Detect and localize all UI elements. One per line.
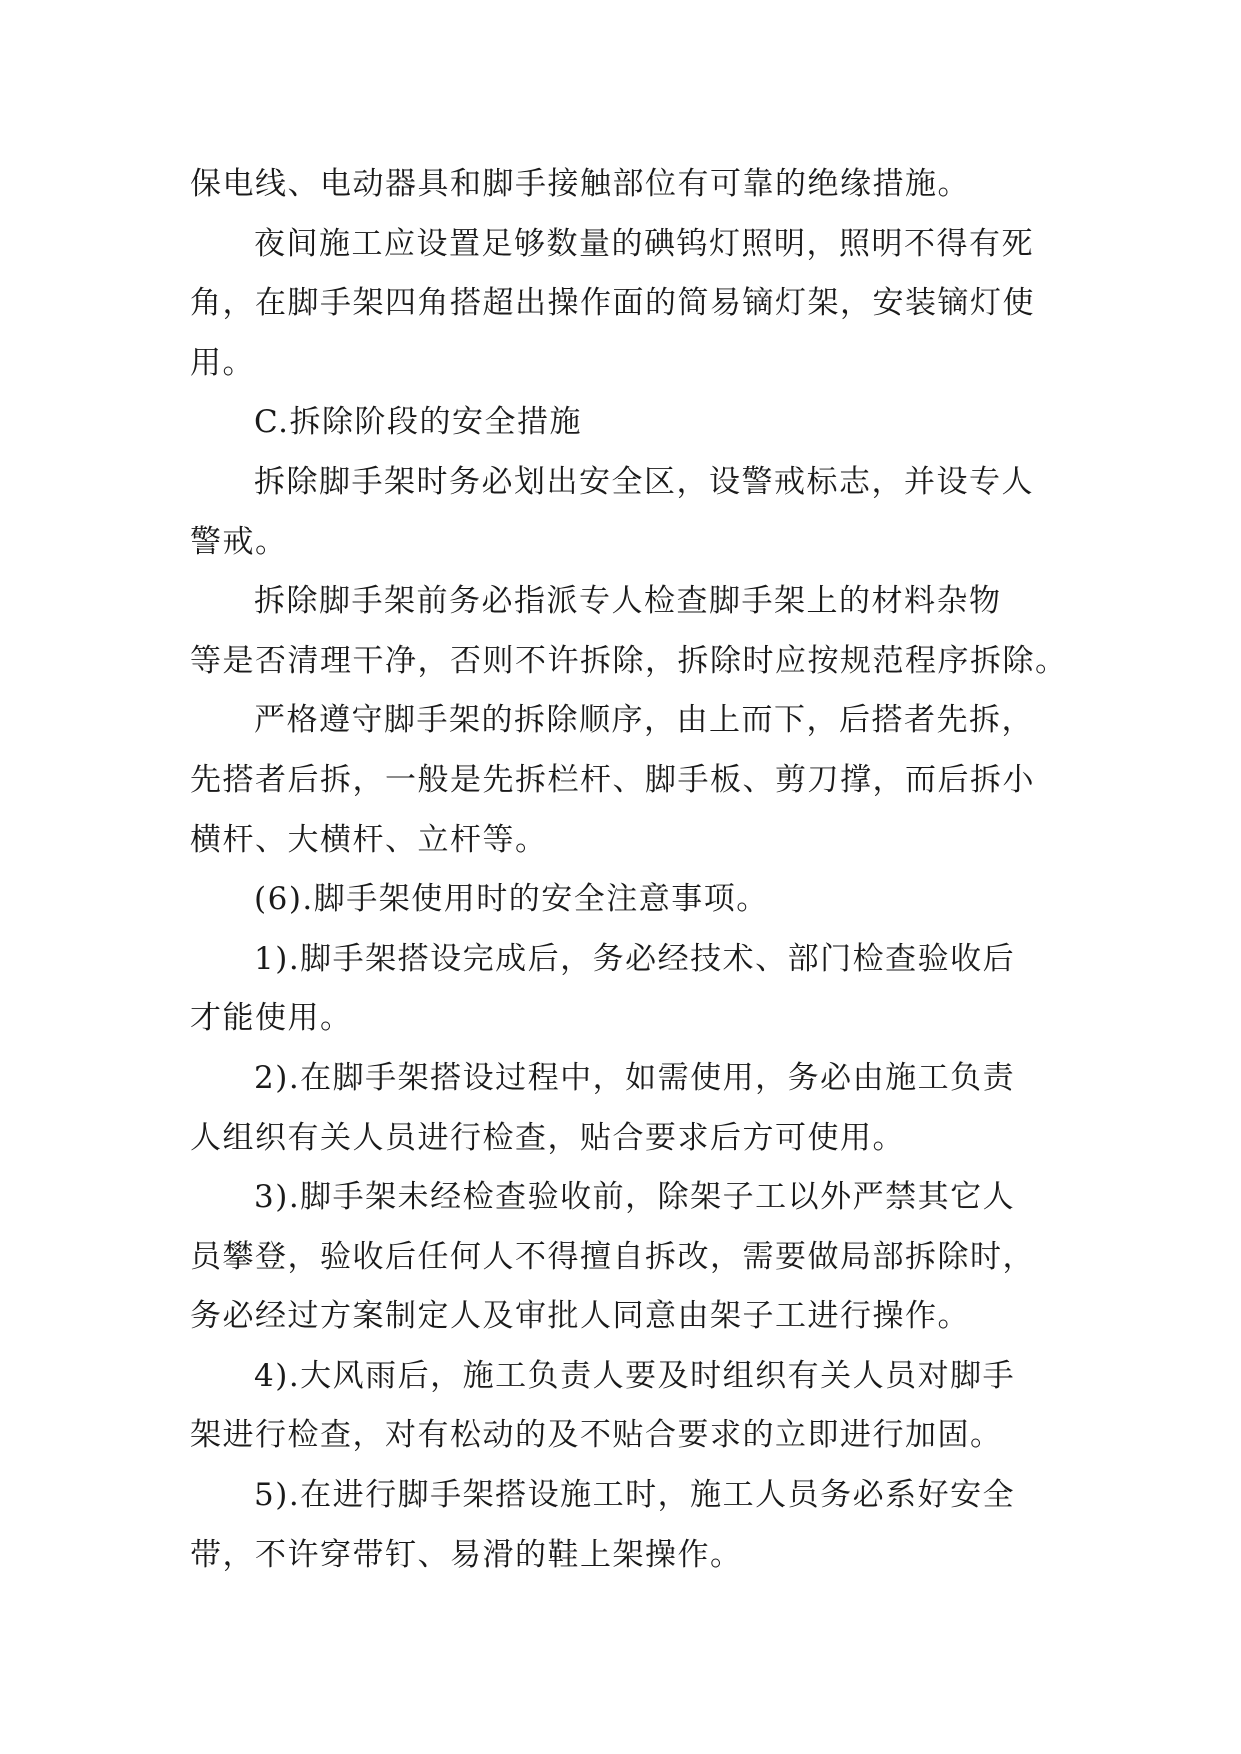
text-line: 才能使用。: [190, 1000, 353, 1037]
text-line: 严格遵守脚手架的拆除顺序，由上而下，后搭者先拆，: [254, 702, 1034, 739]
text-line: 带，不许穿带钉、易滑的鞋上架操作。: [190, 1536, 743, 1573]
text-line: 夜间施工应设置足够数量的碘钨灯照明，照明不得有死: [254, 225, 1034, 262]
text-line: 人组织有关人员进行检查，贴合要求后方可使用。: [190, 1119, 905, 1156]
list-item: 2).在脚手架搭设过程中，如需使用，务必由施工负责: [254, 1059, 1016, 1096]
document-body: [190, 155, 1070, 1585]
list-item: 1).脚手架搭设完成后，务必经技术、部门检查验收后: [254, 940, 1016, 977]
list-item: 3).脚手架未经检查验收前，除架子工以外严禁其它人: [254, 1179, 1016, 1216]
text-line: 先搭者后拆，一般是先拆栏杆、脚手板、剪刀撑，而后拆小: [190, 761, 1035, 798]
text-line: 保电线、电动器具和脚手接触部位有可靠的绝缘措施。: [190, 166, 970, 202]
text-line: 架进行检查，对有松动的及不贴合要求的立即进行加固。: [190, 1417, 1003, 1454]
text-line: 员攀登，验收后任何人不得擅自拆改，需要做局部拆除时，: [190, 1238, 1035, 1275]
text-line: 等是否清理干净，否则不许拆除，拆除时应按规范程序拆除。: [190, 642, 1068, 679]
text-line: 拆除脚手架时务必划出安全区，设警戒标志，并设专人: [254, 463, 1034, 500]
text-line: 拆除脚手架前务必指派专人检查脚手架上的材料杂物: [254, 583, 1002, 620]
section-heading: C.拆除阶段的安全措施: [254, 404, 582, 441]
list-item: 5).在进行脚手架搭设施工时，施工人员务必系好安全: [254, 1477, 1016, 1514]
text-line: 用。: [190, 344, 255, 381]
section-heading: (6).脚手架使用时的安全注意事项。: [254, 881, 769, 918]
text-line: 横杆、大横杆、立杆等。: [190, 821, 548, 858]
text-line: 角，在脚手架四角搭超出操作面的简易镝灯架，安装镝灯使: [190, 285, 1035, 322]
list-item: 4).大风雨后，施工负责人要及时组织有关人员对脚手: [254, 1357, 1016, 1394]
text-line: 务必经过方案制定人及审批人同意由架子工进行操作。: [190, 1298, 970, 1335]
text-line: 警戒。: [190, 523, 288, 560]
